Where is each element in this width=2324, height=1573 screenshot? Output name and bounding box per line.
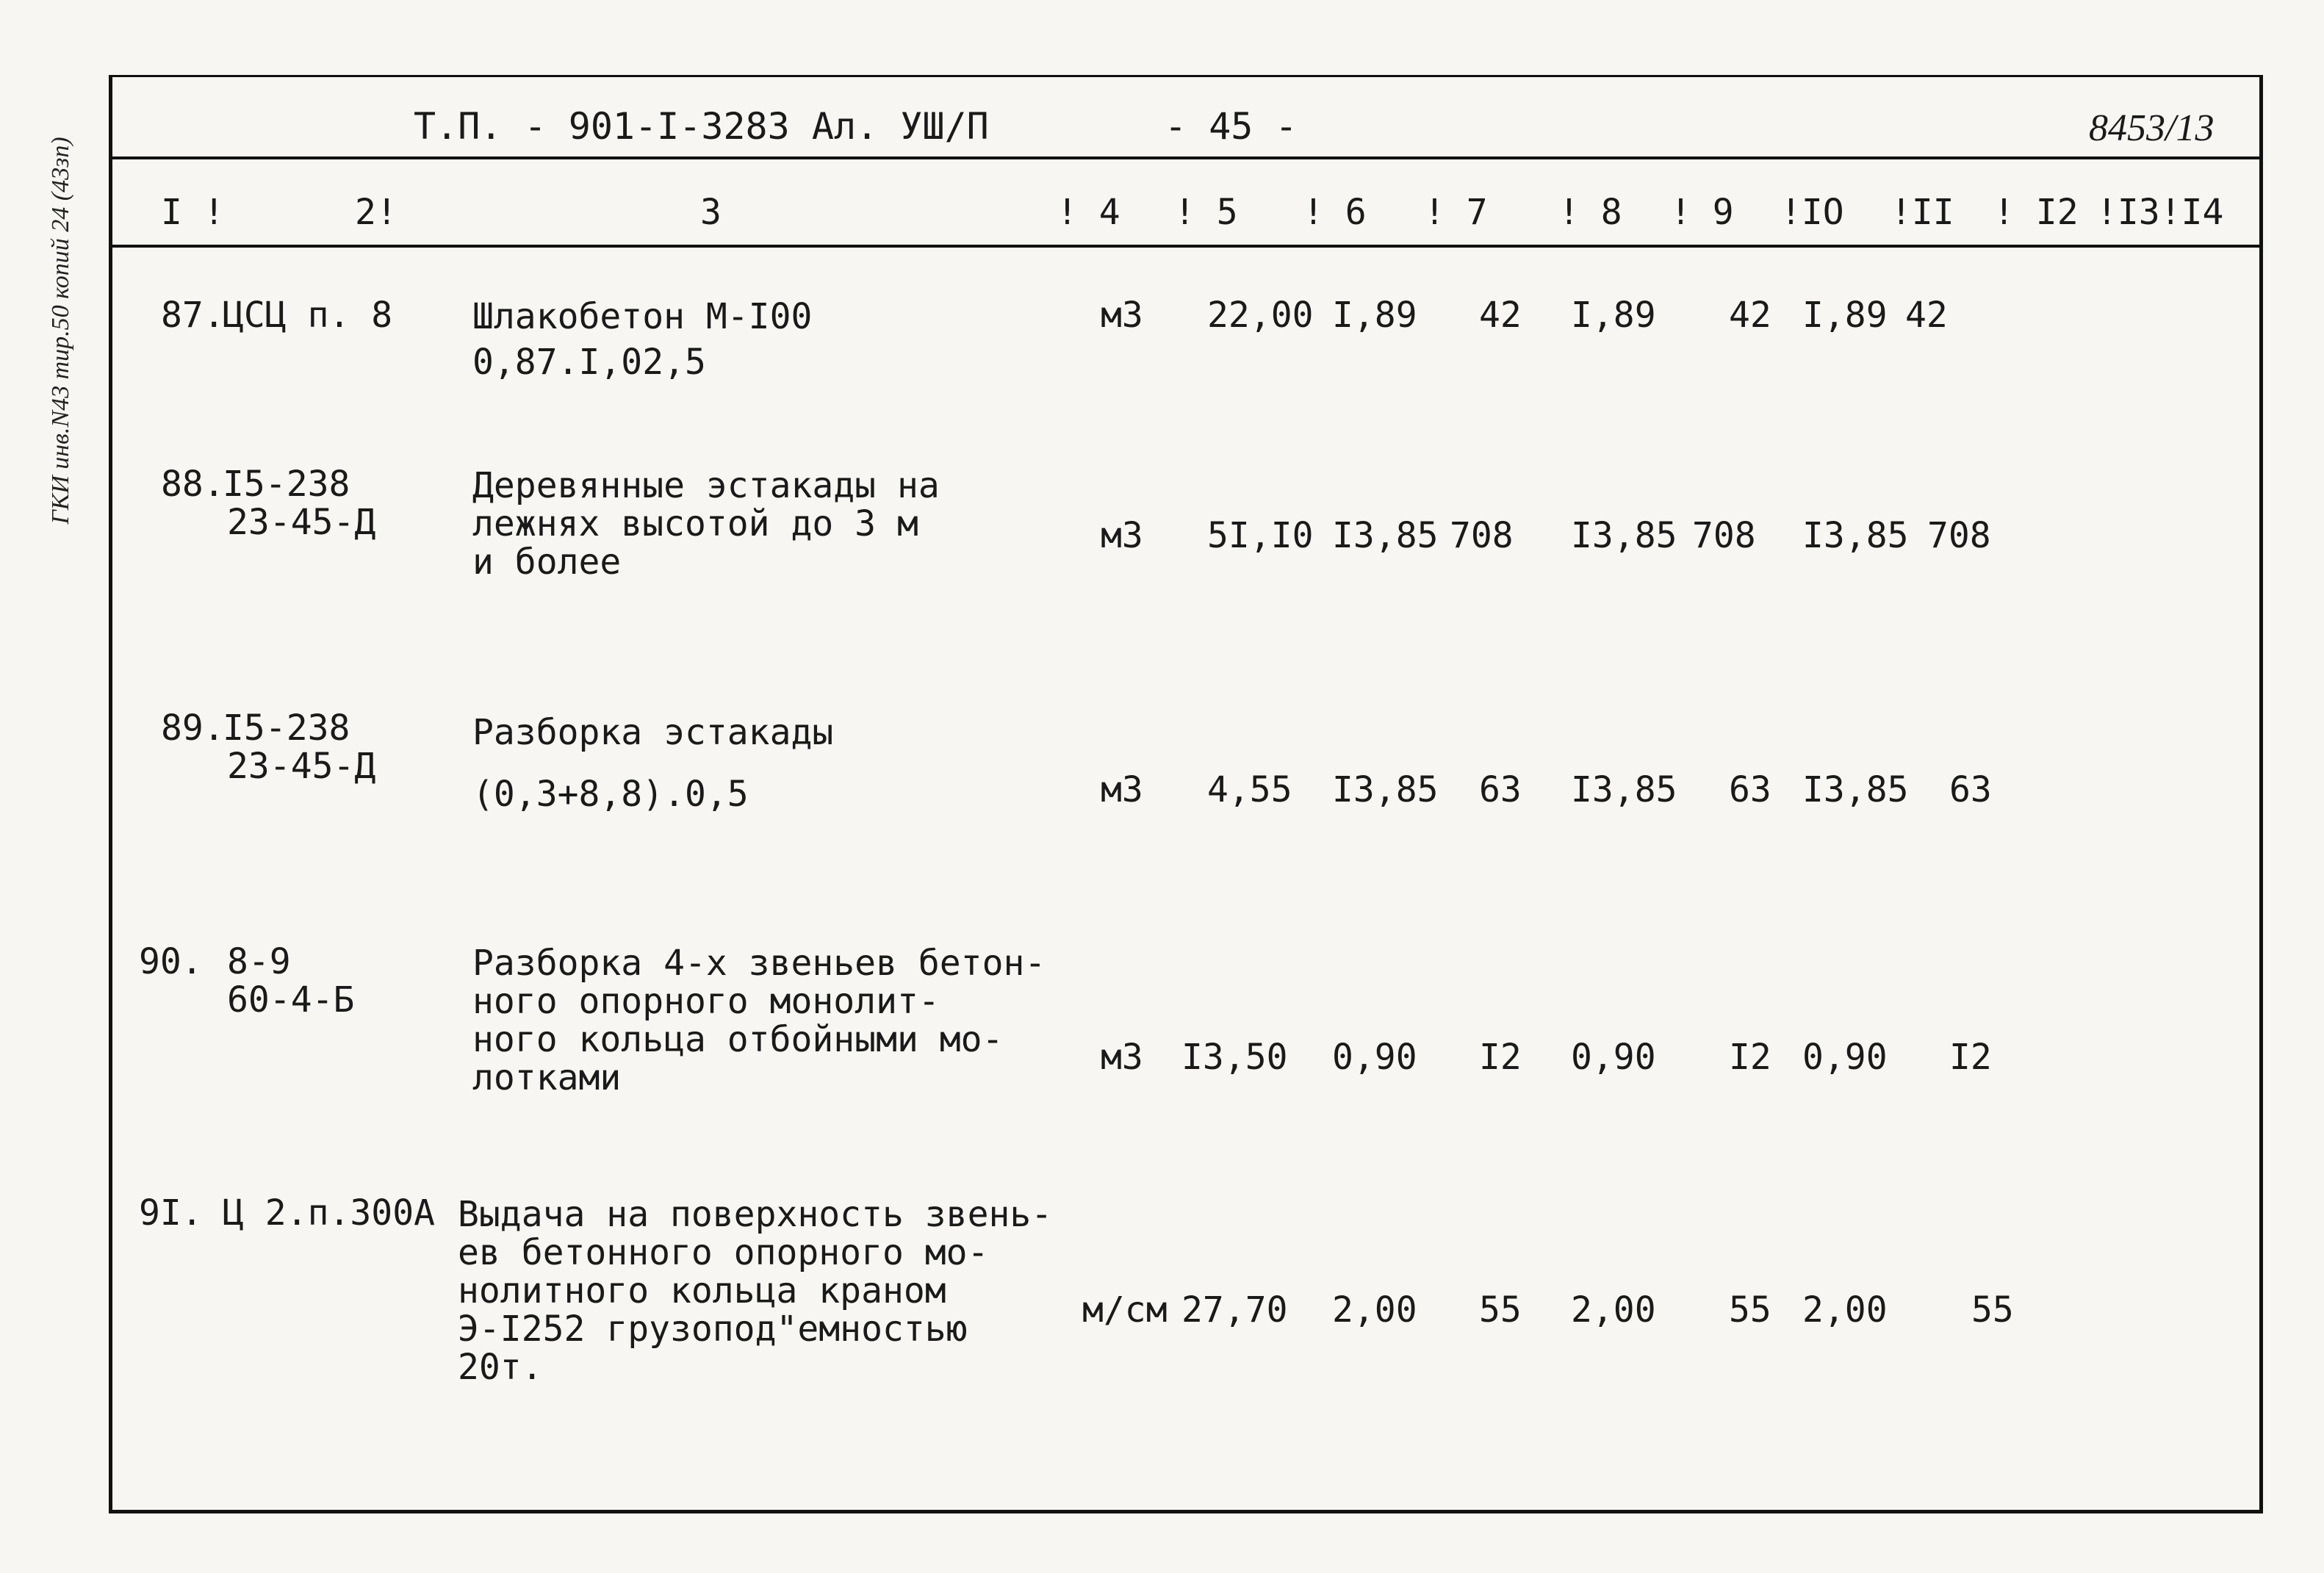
row-number: 89. <box>161 708 225 749</box>
col-head-4: ! 4 <box>1057 192 1120 233</box>
row-code: Ц 2.п.300А <box>223 1192 435 1234</box>
row-col9: 63 <box>1729 769 1771 810</box>
col-head-9: ! 9 <box>1670 192 1734 233</box>
row-col10: 2,00 <box>1802 1289 1888 1331</box>
page-number: - 45 - <box>1165 105 1298 148</box>
row-description: нолитного кольца краном <box>458 1270 946 1311</box>
row-col10: I3,85 <box>1802 769 1909 810</box>
row-col9: I2 <box>1729 1037 1771 1078</box>
row-col7: 708 <box>1450 515 1514 556</box>
row-number: 87. <box>161 295 225 336</box>
row-col5: I3,50 <box>1181 1037 1288 1078</box>
col-head-8: ! 8 <box>1558 192 1622 233</box>
col-head-13-14: !I3!I4 <box>2096 192 2224 233</box>
row-col8: I3,85 <box>1571 515 1677 556</box>
row-unit: м3 <box>1101 295 1143 336</box>
row-description: лежнях высотой до 3 м <box>472 503 918 544</box>
row-code: 8-9 <box>227 941 291 982</box>
row-col5: 22,00 <box>1207 295 1314 336</box>
row-col6: I,89 <box>1332 295 1417 336</box>
row-description: Разборка эстакады <box>472 712 834 753</box>
row-col11: I2 <box>1949 1037 1992 1078</box>
row-description: Выдача на поверхность звень- <box>458 1194 1053 1235</box>
row-description: Деревянные эстакады на <box>472 465 940 506</box>
row-description: Э-I252 грузопод"емностью <box>458 1309 968 1350</box>
row-code: 60-4-Б <box>227 979 355 1021</box>
row-number: 9I. <box>139 1192 203 1234</box>
col-head-5: ! 5 <box>1174 192 1238 233</box>
row-description: Шлакобетон М-I00 <box>472 296 813 337</box>
row-col9: 708 <box>1692 515 1756 556</box>
row-code: 23-45-Д <box>227 746 376 787</box>
row-description: лотками <box>472 1057 622 1098</box>
col-head-11: !II <box>1891 192 1954 233</box>
row-code: ЦСЦ п. 8 <box>223 295 393 336</box>
col-head-6: ! 6 <box>1303 192 1367 233</box>
row-col9: 42 <box>1729 295 1771 336</box>
row-col6: I3,85 <box>1332 515 1439 556</box>
row-col8: I,89 <box>1571 295 1656 336</box>
row-description: ев бетонного опорного мо- <box>458 1232 989 1273</box>
row-col7: 63 <box>1479 769 1522 810</box>
col-head-7: ! 7 <box>1424 192 1488 233</box>
row-col11: 55 <box>1971 1289 2014 1331</box>
row-col6: 0,90 <box>1332 1037 1417 1078</box>
row-description: 20т. <box>458 1347 543 1388</box>
col-head-3: 3 <box>700 192 722 233</box>
row-col11: 42 <box>1905 295 1948 336</box>
row-description: Разборка 4-х звеньев бетон- <box>472 943 1046 984</box>
row-col11: 708 <box>1927 515 1991 556</box>
row-description: ного опорного монолит- <box>472 981 940 1022</box>
col-head-10: !IO <box>1780 192 1844 233</box>
row-col11: 63 <box>1949 769 1992 810</box>
row-col6: 2,00 <box>1332 1289 1417 1331</box>
row-col10: I,89 <box>1802 295 1888 336</box>
row-description: ного кольца отбойными мо- <box>472 1019 1004 1060</box>
row-code: 23-45-Д <box>227 502 376 543</box>
col-head-12: ! I2 <box>1993 192 2079 233</box>
col-head-1: I ! <box>161 192 225 233</box>
row-col5: 27,70 <box>1181 1289 1288 1331</box>
row-col8: 2,00 <box>1571 1289 1656 1331</box>
sheet-number: 8453/13 <box>2089 107 2215 149</box>
row-unit: м3 <box>1101 769 1143 810</box>
document-frame <box>109 75 2263 1513</box>
side-stamp <box>21 66 101 595</box>
row-number: 88. <box>161 464 225 505</box>
col-head-2: 2! <box>355 192 397 233</box>
row-col5: 4,55 <box>1207 769 1292 810</box>
row-code: I5-238 <box>223 708 350 749</box>
row-col6: I3,85 <box>1332 769 1439 810</box>
row-number: 90. <box>139 941 203 982</box>
row-description: (0,3+8,8).0,5 <box>472 774 749 815</box>
column-head-rule <box>112 245 2259 248</box>
row-unit: м3 <box>1101 1037 1143 1078</box>
row-col7: 55 <box>1479 1289 1522 1331</box>
row-description: и более <box>472 541 622 583</box>
row-col7: 42 <box>1479 295 1522 336</box>
row-col10: I3,85 <box>1802 515 1909 556</box>
doc-code: Т.П. - 901-I-3283 Ал. УШ/П <box>414 105 989 148</box>
row-col8: 0,90 <box>1571 1037 1656 1078</box>
row-col5: 5I,I0 <box>1207 515 1314 556</box>
row-unit: м/см <box>1082 1289 1168 1331</box>
row-col9: 55 <box>1729 1289 1771 1331</box>
header-rule <box>112 156 2259 159</box>
row-col10: 0,90 <box>1802 1037 1888 1078</box>
row-col7: I2 <box>1479 1037 1522 1078</box>
row-unit: м3 <box>1101 515 1143 556</box>
side-stamp-text: ГКИ инв.N43 тир.50 копий 24 (43зп) <box>47 137 74 525</box>
row-code: I5-238 <box>223 464 350 505</box>
row-description: 0,87.I,02,5 <box>472 342 706 383</box>
row-col8: I3,85 <box>1571 769 1677 810</box>
